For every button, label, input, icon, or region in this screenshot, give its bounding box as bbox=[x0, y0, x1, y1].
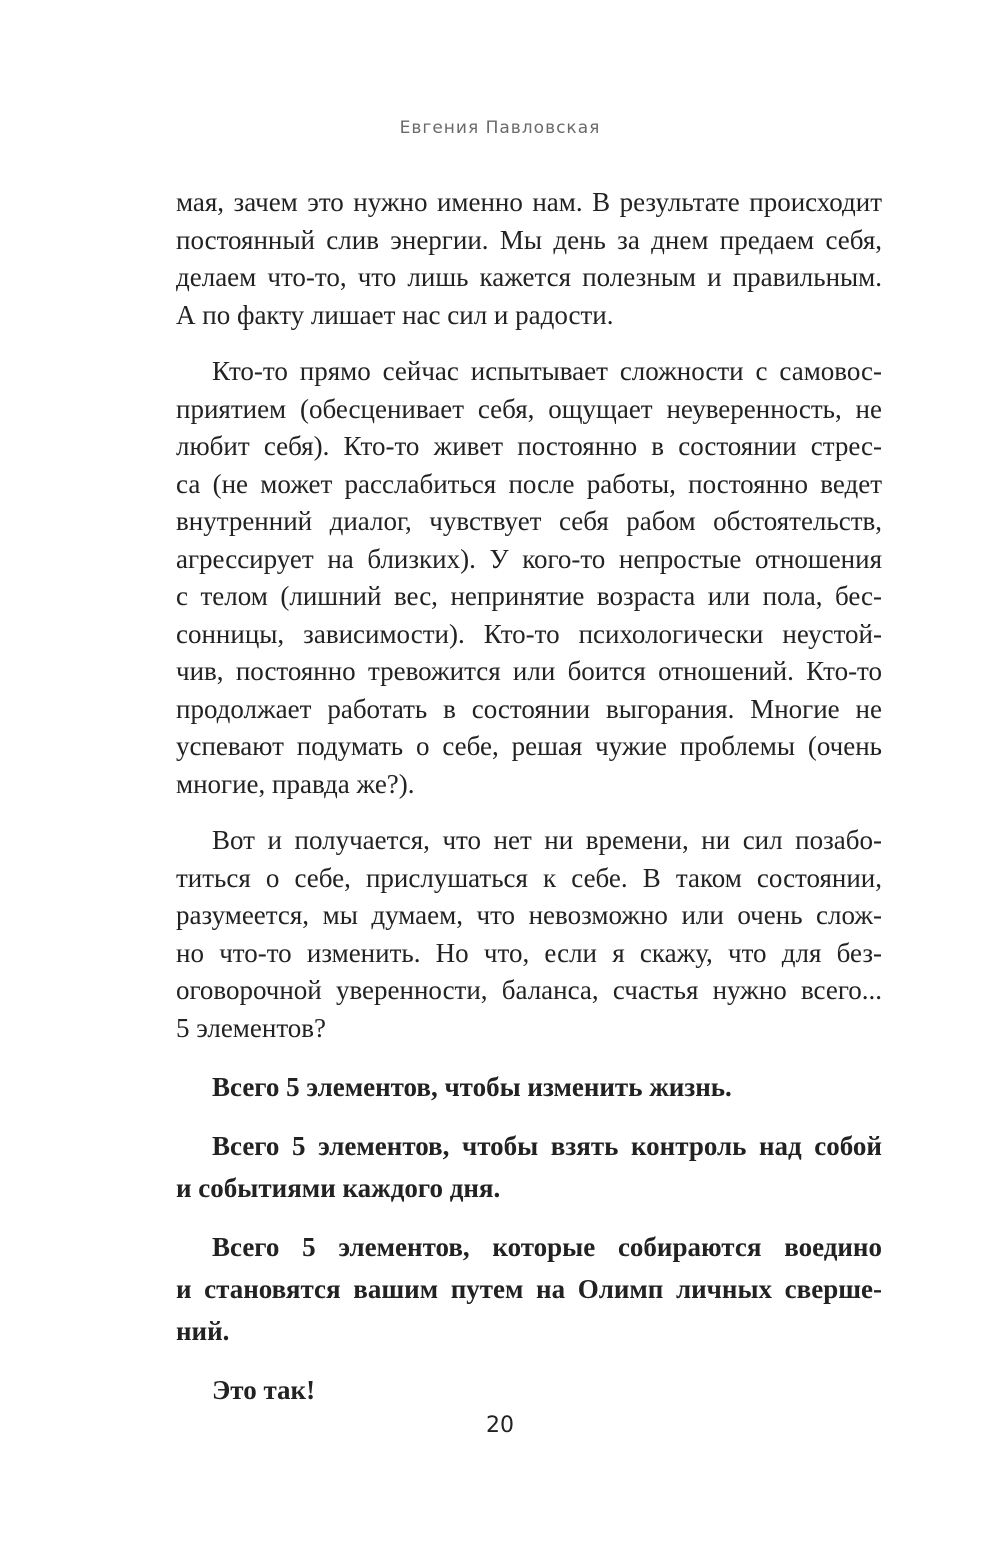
paragraph-line: но что-то изменить. Но что, если я скажу, что для без- bbox=[176, 937, 882, 968]
paragraph-line: любит себя). Кто-то живет постоянно в состоянии стрес- bbox=[176, 431, 882, 461]
paragraph-line: многие, правда же?). bbox=[176, 768, 415, 799]
paragraph-line: агрессирует на близких). У кого-то непростые отношения bbox=[176, 543, 882, 574]
paragraph-line: с телом (лишний вес, непринятие возраста или пола, бес- bbox=[176, 581, 882, 611]
paragraph-3 bbox=[176, 822, 882, 1047]
paragraph-line: са (не может расслабиться после работы, постоянно ведет bbox=[176, 468, 882, 499]
bold-line: ний. bbox=[176, 1316, 230, 1346]
bold-paragraph-2 bbox=[176, 1125, 882, 1209]
bold-line: Всего 5 элементов, чтобы изменить жизнь. bbox=[212, 1072, 732, 1102]
bold-line: и событиями каждого дня. bbox=[176, 1173, 501, 1203]
paragraph-line: разумеется, мы думаем, что невозможно или очень слож- bbox=[176, 900, 882, 930]
paragraph-line: чив, постоянно тревожится или боится отношений. Кто-то bbox=[176, 656, 882, 686]
bold-paragraph-4 bbox=[176, 1369, 882, 1411]
paragraph-2 bbox=[176, 353, 882, 803]
paragraph-line: продолжает работать в состоянии выгорания. Многие не bbox=[176, 693, 882, 724]
paragraph-line: Вот и получается, что нет ни времени, ни сил позабо- bbox=[212, 825, 882, 855]
bold-line: и становятся вашим путем на Олимп личных сверше- bbox=[176, 1274, 882, 1304]
bold-line: Это так! bbox=[212, 1375, 316, 1405]
paragraph-line: приятием (обесценивает себя, ощущает неуверенность, не bbox=[176, 393, 882, 424]
body-text bbox=[176, 184, 882, 1428]
running-head: Евгения Павловская bbox=[399, 118, 601, 138]
paragraph-line: А по факту лишает нас сил и радости. bbox=[176, 299, 614, 330]
paragraph-line: титься о себе, прислушаться к себе. В таком состоянии, bbox=[176, 862, 882, 893]
paragraph-line: делаем что-то, что лишь кажется полезным и правильным. bbox=[176, 262, 882, 292]
paragraph-line: постоянный слив энергии. Мы день за днем предаем себя, bbox=[176, 224, 882, 255]
paragraph-line: 5 элементов? bbox=[176, 1012, 327, 1043]
paragraph-line: мая, зачем это нужно именно нам. В результате происходит bbox=[176, 187, 882, 217]
page-number: 20 bbox=[486, 1413, 514, 1438]
bold-line: Всего 5 элементов, которые собираются воедино bbox=[212, 1232, 882, 1262]
bold-line: Всего 5 элементов, чтобы взять контроль над собой bbox=[212, 1131, 882, 1161]
paragraph-line: Кто-то прямо сейчас испытывает сложности с самовос- bbox=[212, 356, 882, 386]
paragraph-line: внутренний диалог, чувствует себя рабом обстоятельств, bbox=[176, 506, 882, 536]
paragraph-line: оговорочной уверенности, баланса, счастья нужно всего... bbox=[176, 975, 882, 1005]
paragraph-1 bbox=[176, 184, 882, 334]
bold-paragraph-1 bbox=[176, 1066, 882, 1108]
paragraph-line: сонницы, зависимости). Кто-то психологически неустой- bbox=[176, 618, 882, 649]
paragraph-line: успевают подумать о себе, решая чужие проблемы (очень bbox=[176, 731, 882, 761]
bold-paragraph-3 bbox=[176, 1226, 882, 1352]
